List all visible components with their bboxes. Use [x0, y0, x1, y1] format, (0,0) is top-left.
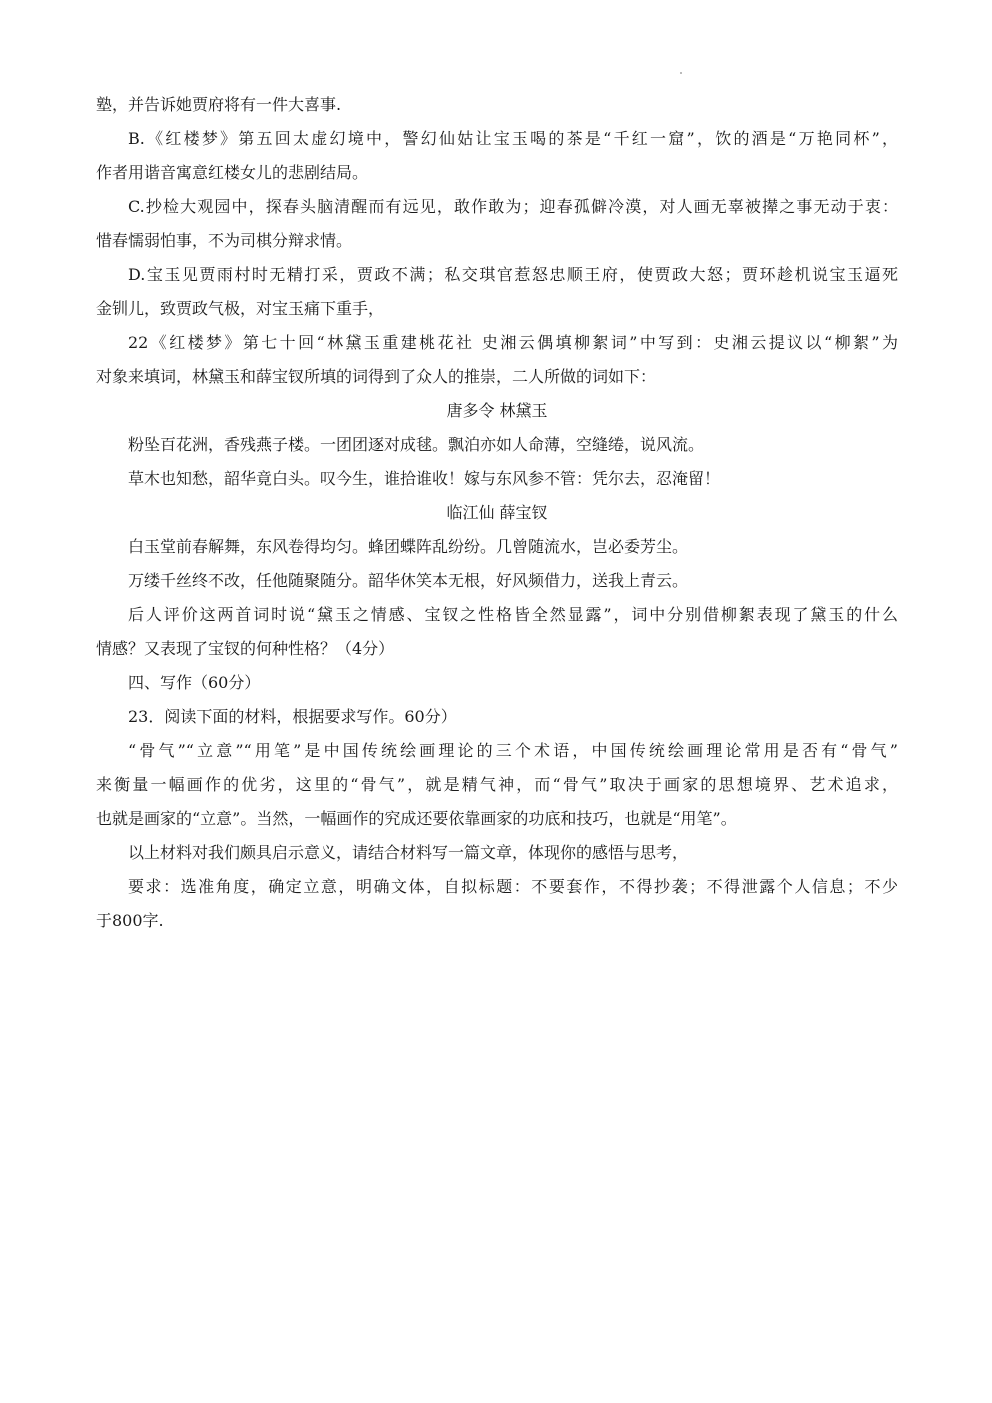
text-line: 对象来填词，林黛玉和薛宝钗所填的词得到了众人的推崇，二人所做的词如下： — [96, 367, 657, 386]
text-line: 惜春懦弱怕事，不为司棋分辩求情。 — [96, 231, 353, 250]
text-line: 以上材料对我们颇具启示意义，请结合材料写一篇文章，体现你的感悟与思考， — [128, 843, 689, 862]
text-line: 塾，并告诉她贾府将有一件大喜事. — [96, 95, 342, 114]
text-line: 后人评价这两首词时说“黛玉之情感、宝钗之性格皆全然显露”，词中分别借柳絮表现了黛玉的什么 — [128, 605, 898, 624]
text-line: B.《红楼梦》第五回太虚幻境中，警幻仙姑让宝玉喝的茶是“千红一窟”，饮的酒是“万艳同杯”， — [128, 129, 898, 148]
text-line: D.宝玉见贾雨村时无精打采，贾政不满；私交琪官惹怒忠顺王府，使贾政大怒；贾环趁机说宝玉逼死 — [128, 265, 898, 284]
text-line: 情感？又表现了宝钗的何种性格？（4分） — [96, 639, 395, 658]
poem-title: 临江仙 薛宝钗 — [446, 503, 548, 522]
text-line: C.抄检大观园中，探春头脑清醒而有远见，敢作敢为；迎春孤僻冷漠，对人画无辜被撵之事无动于衷： — [128, 197, 898, 216]
section-heading: 四、写作（60分） — [128, 673, 261, 692]
poem-line: 草木也知愁，韶华竟白头。叹今生，谁拾谁收！嫁与东风参不管：凭尔去，忍淹留！ — [128, 469, 721, 488]
text-line: 金钏儿，致贾政气极，对宝玉痛下重手， — [96, 299, 385, 318]
document-body — [96, 88, 898, 938]
poem-line: 万缕千丝终不改，任他随聚随分。韶华休笑本无根，好风频借力，送我上青云。 — [128, 571, 689, 590]
text-line: 作者用谐音寓意红楼女儿的悲剧结局。 — [96, 163, 369, 182]
text-line: 于800字. — [96, 911, 164, 930]
text-line: 也就是画家的“立意”。当然，一幅画作的究成还要依靠画家的功底和技巧，也就是“用笔”。 — [96, 809, 737, 828]
text-line: 来衡量一幅画作的优劣，这里的“骨气”，就是精气神，而“骨气”取决于画家的思想境界、艺术追求， — [96, 775, 898, 794]
poem-line: 白玉堂前春解舞，东风卷得均匀。蜂团蝶阵乱纷纷。几曾随流水，岂必委芳尘。 — [128, 537, 689, 556]
question-heading: 23．阅读下面的材料，根据要求写作。60分） — [128, 707, 457, 726]
scan-speck — [680, 72, 682, 74]
text-line: “骨气”“立意”“用笔”是中国传统绘画理论的三个术语，中国传统绘画理论常用是否有“骨气” — [128, 741, 898, 760]
poem-title: 唐多令 林黛玉 — [446, 401, 548, 420]
text-line: 要求：选准角度，确定立意，明确文体，自拟标题：不要套作，不得抄袭；不得泄露个人信息；不少 — [128, 877, 898, 896]
poem-line: 粉坠百花洲，香残燕子楼。一团团逐对成毬。飘泊亦如人命薄，空缝绻，说风流。 — [128, 435, 705, 454]
text-line: 22《红楼梦》第七十回“林黛玉重建桃花社 史湘云偶填柳絮词”中写到：史湘云提议以“柳絮”为 — [128, 333, 898, 352]
